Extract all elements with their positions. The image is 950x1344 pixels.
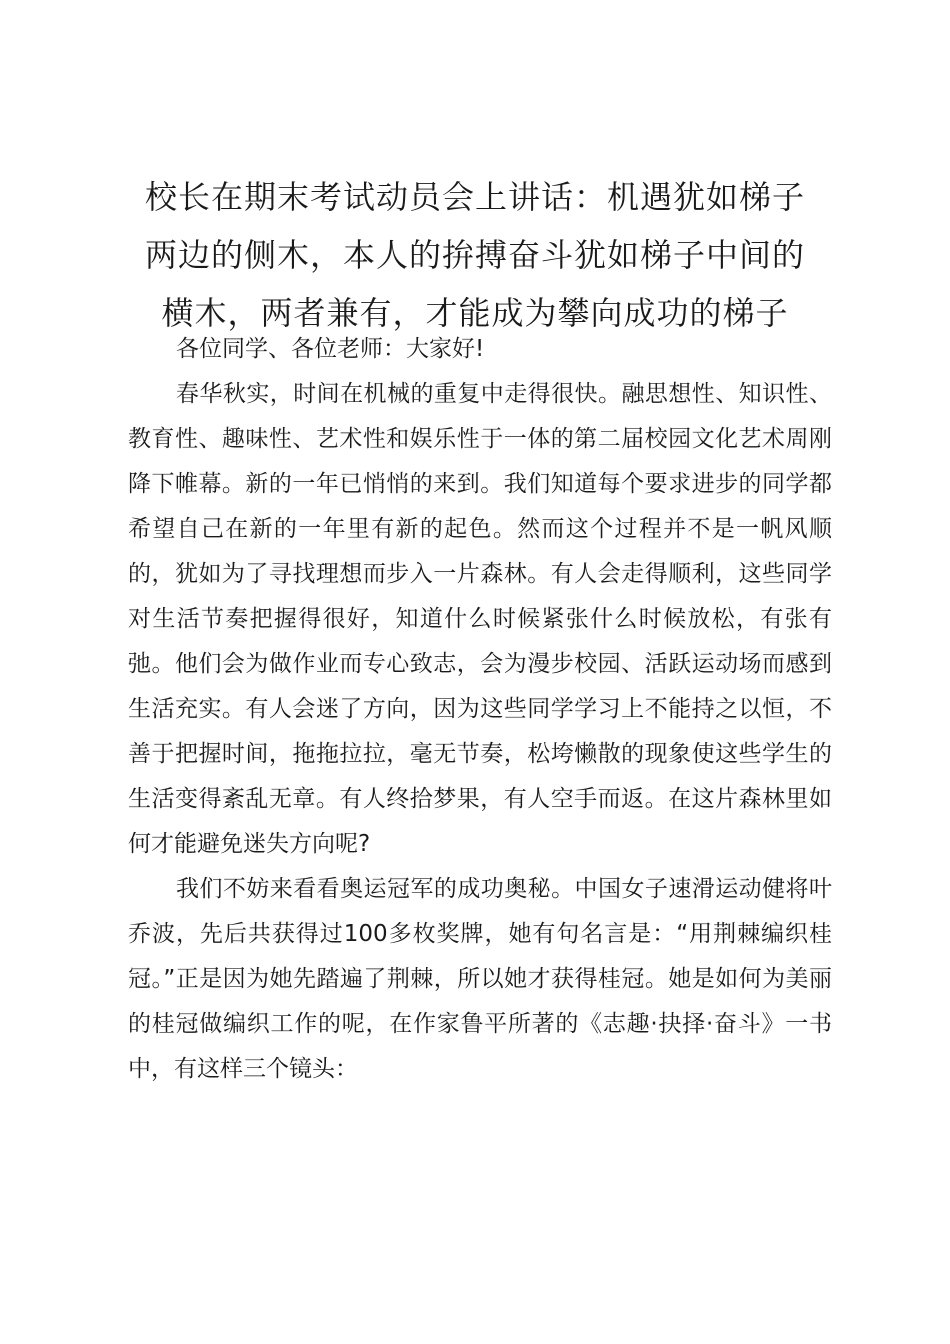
salutation: 各位同学、各位老师：大家好! [176, 336, 485, 362]
document-body [128, 327, 832, 1092]
paragraph-2: 我们不妨来看看奥运冠军的成功奥秘。中国女子速滑运动健将叶乔波，先后共获得过100多枚奖牌，她有句名言是：“用荆棘编织桂冠。”正是因为她先踏遍了荆棘，所以她才获得桂冠。她是如何为美丽的桂冠做编织工作的呢，在作家鲁平所著的《志趣·抉择·奋斗》一书中，有这样三个镜头： [128, 876, 832, 1082]
paragraph-1: 春华秋实，时间在机械的重复中走得很快。融思想性、知识性、教育性、趣味性、艺术性和娱乐性于一体的第二届校园文化艺术周刚降下帷幕。新的一年已悄悄的来到。我们知道每个要求进步的同学都希望自己在新的一年里有新的起色。然而这个过程并不是一帆风顺的，犹如为了寻找理想而步入一片森林。有人会走得顺利，这些同学对生活节奏把握得很好，知道什么时候紧张什么时候放松，有张有弛。他们会为做作业而专心致志，会为漫步校园、活跃运动场而感到生活充实。有人会迷了方向，因为这些同学学习上不能持之以恒，不善于把握时间，拖拖拉拉，毫无节奏，松垮懒散的现象使这些学生的生活变得紊乱无章。有人终拾梦果，有人空手而返。在这片森林里如何才能避免迷失方向呢? [128, 381, 832, 857]
title-line-3: 横木，两者兼有，才能成为攀向成功的梯子 [161, 294, 789, 332]
title-line-2: 两边的侧木，本人的拚搏奋斗犹如梯子中间的 [144, 236, 805, 274]
document-title [118, 168, 832, 342]
title-line-1: 校长在期末考试动员会上讲话：机遇犹如梯子 [144, 178, 805, 216]
